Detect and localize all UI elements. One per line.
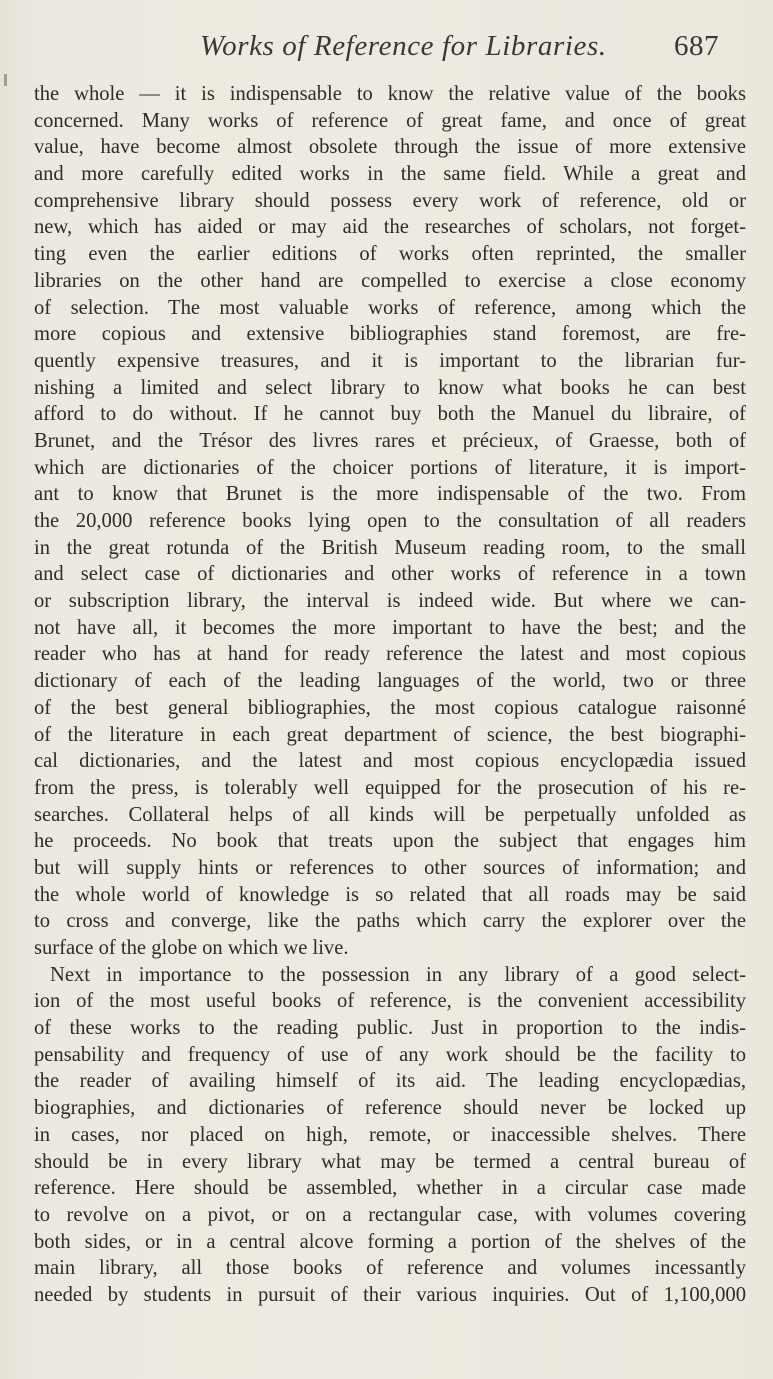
text-line: which are dictionaries of the choicer portions of literature, it is import- (34, 456, 746, 479)
text-line: main library, all those books of reference and volumes incessantly (34, 1257, 746, 1280)
text-line: concerned. Many works of reference of great fame, and once of great (34, 109, 746, 132)
text-line: he proceeds. No book that treats upon the subject that engages him (34, 830, 746, 853)
text-line: quently expensive treasures, and it is important to the librarian fur- (34, 349, 746, 372)
running-title: Works of Reference for Libraries. (200, 30, 607, 62)
text-line: needed by students in pursuit of their various inquiries. Out of 1,100,000 (34, 1283, 746, 1306)
text-line: Next in importance to the possession in any library of a good select- (50, 963, 746, 986)
paragraph-2 (34, 962, 746, 1309)
text-line: of the best general bibliographies, the most copious catalogue raisonné (34, 696, 746, 719)
text-line: in cases, nor placed on high, remote, or inaccessible shelves. There (34, 1123, 746, 1146)
text-line: of these works to the reading public. Just in proportion to the indis- (34, 1017, 746, 1040)
text-line: the 20,000 reference books lying open to the consultation of all readers (34, 510, 746, 532)
text-line: the whole world of knowledge is so related that all roads may be said (34, 883, 746, 906)
text-line: and select case of dictionaries and other works of reference in a town (34, 563, 746, 586)
text-line: from the press, is tolerably well equipped for the prosecution of his re- (34, 776, 746, 799)
text-line: cal dictionaries, and the latest and most copious encyclopædia issued (34, 750, 746, 773)
text-line: reader who has at hand for ready reference the latest and most copious (34, 643, 746, 666)
text-line: searches. Collateral helps of all kinds will be perpetually unfolded as (34, 803, 746, 826)
page-number: 687 (674, 30, 719, 62)
text-line: should be in every library what may be termed a central bureau of (34, 1150, 746, 1173)
text-line: to cross and converge, like the paths which carry the explorer over the (34, 910, 746, 933)
text-line: not have all, it becomes the more important to have the best; and the (34, 616, 746, 639)
text-line: biographies, and dictionaries of reference should never be locked up (34, 1097, 746, 1120)
text-line: and more carefully edited works in the same field. While a great and (34, 163, 746, 186)
text-line: of selection. The most valuable works of reference, among which the (34, 296, 746, 319)
text-line: afford to do without. If he cannot buy both the Manuel du libraire, of (34, 403, 746, 426)
text-line: ant to know that Brunet is the more indispensable of the two. From (34, 483, 746, 506)
text-line: dictionary of each of the leading languages of the world, two or three (34, 670, 746, 693)
text-line: new, which has aided or may aid the researches of scholars, not forget- (34, 216, 746, 239)
text-line: reference. Here should be assembled, whether in a circular case made (34, 1177, 746, 1200)
text-line: to revolve on a pivot, or on a rectangular case, with volumes covering (34, 1203, 746, 1226)
margin-mark (4, 74, 7, 86)
page-header (0, 30, 773, 74)
text-line: value, have become almost obsolete through the issue of more extensive (34, 136, 746, 159)
text-line: pensability and frequency of use of any work should be the facility to (34, 1043, 746, 1066)
text-line: more copious and extensive bibliographies stand foremost, are fre- (34, 323, 746, 346)
text-line: both sides, or in a central alcove forming a portion of the shelves of the (34, 1230, 746, 1253)
text-line: of the literature in each great department of science, the best biographi- (34, 723, 746, 746)
text-line: the reader of availing himself of its aid. The leading encyclopædias, (34, 1070, 746, 1093)
text-line: ion of the most useful books of reference, is the convenient accessibility (34, 990, 746, 1013)
body-text (34, 81, 746, 1309)
text-line: Brunet, and the Trésor des livres rares et précieux, of Graesse, both of (34, 429, 746, 452)
text-line: comprehensive library should possess every work of reference, old or (34, 189, 746, 212)
text-line: ting even the earlier editions of works often reprinted, the smaller (34, 243, 746, 266)
text-line: nishing a limited and select library to know what books he can best (34, 376, 746, 399)
paragraph-1 (34, 81, 746, 962)
text-line: the whole — it is indispensable to know the relative value of the books (34, 83, 746, 105)
text-line: or subscription library, the interval is indeed wide. But where we can- (34, 590, 746, 613)
text-line: in the great rotunda of the British Museum reading room, to the small (34, 536, 746, 559)
text-line: libraries on the other hand are compelled to exercise a close economy (34, 269, 746, 292)
text-line: but will supply hints or references to other sources of information; and (34, 856, 746, 879)
text-line: surface of the globe on which we live. (34, 937, 349, 959)
